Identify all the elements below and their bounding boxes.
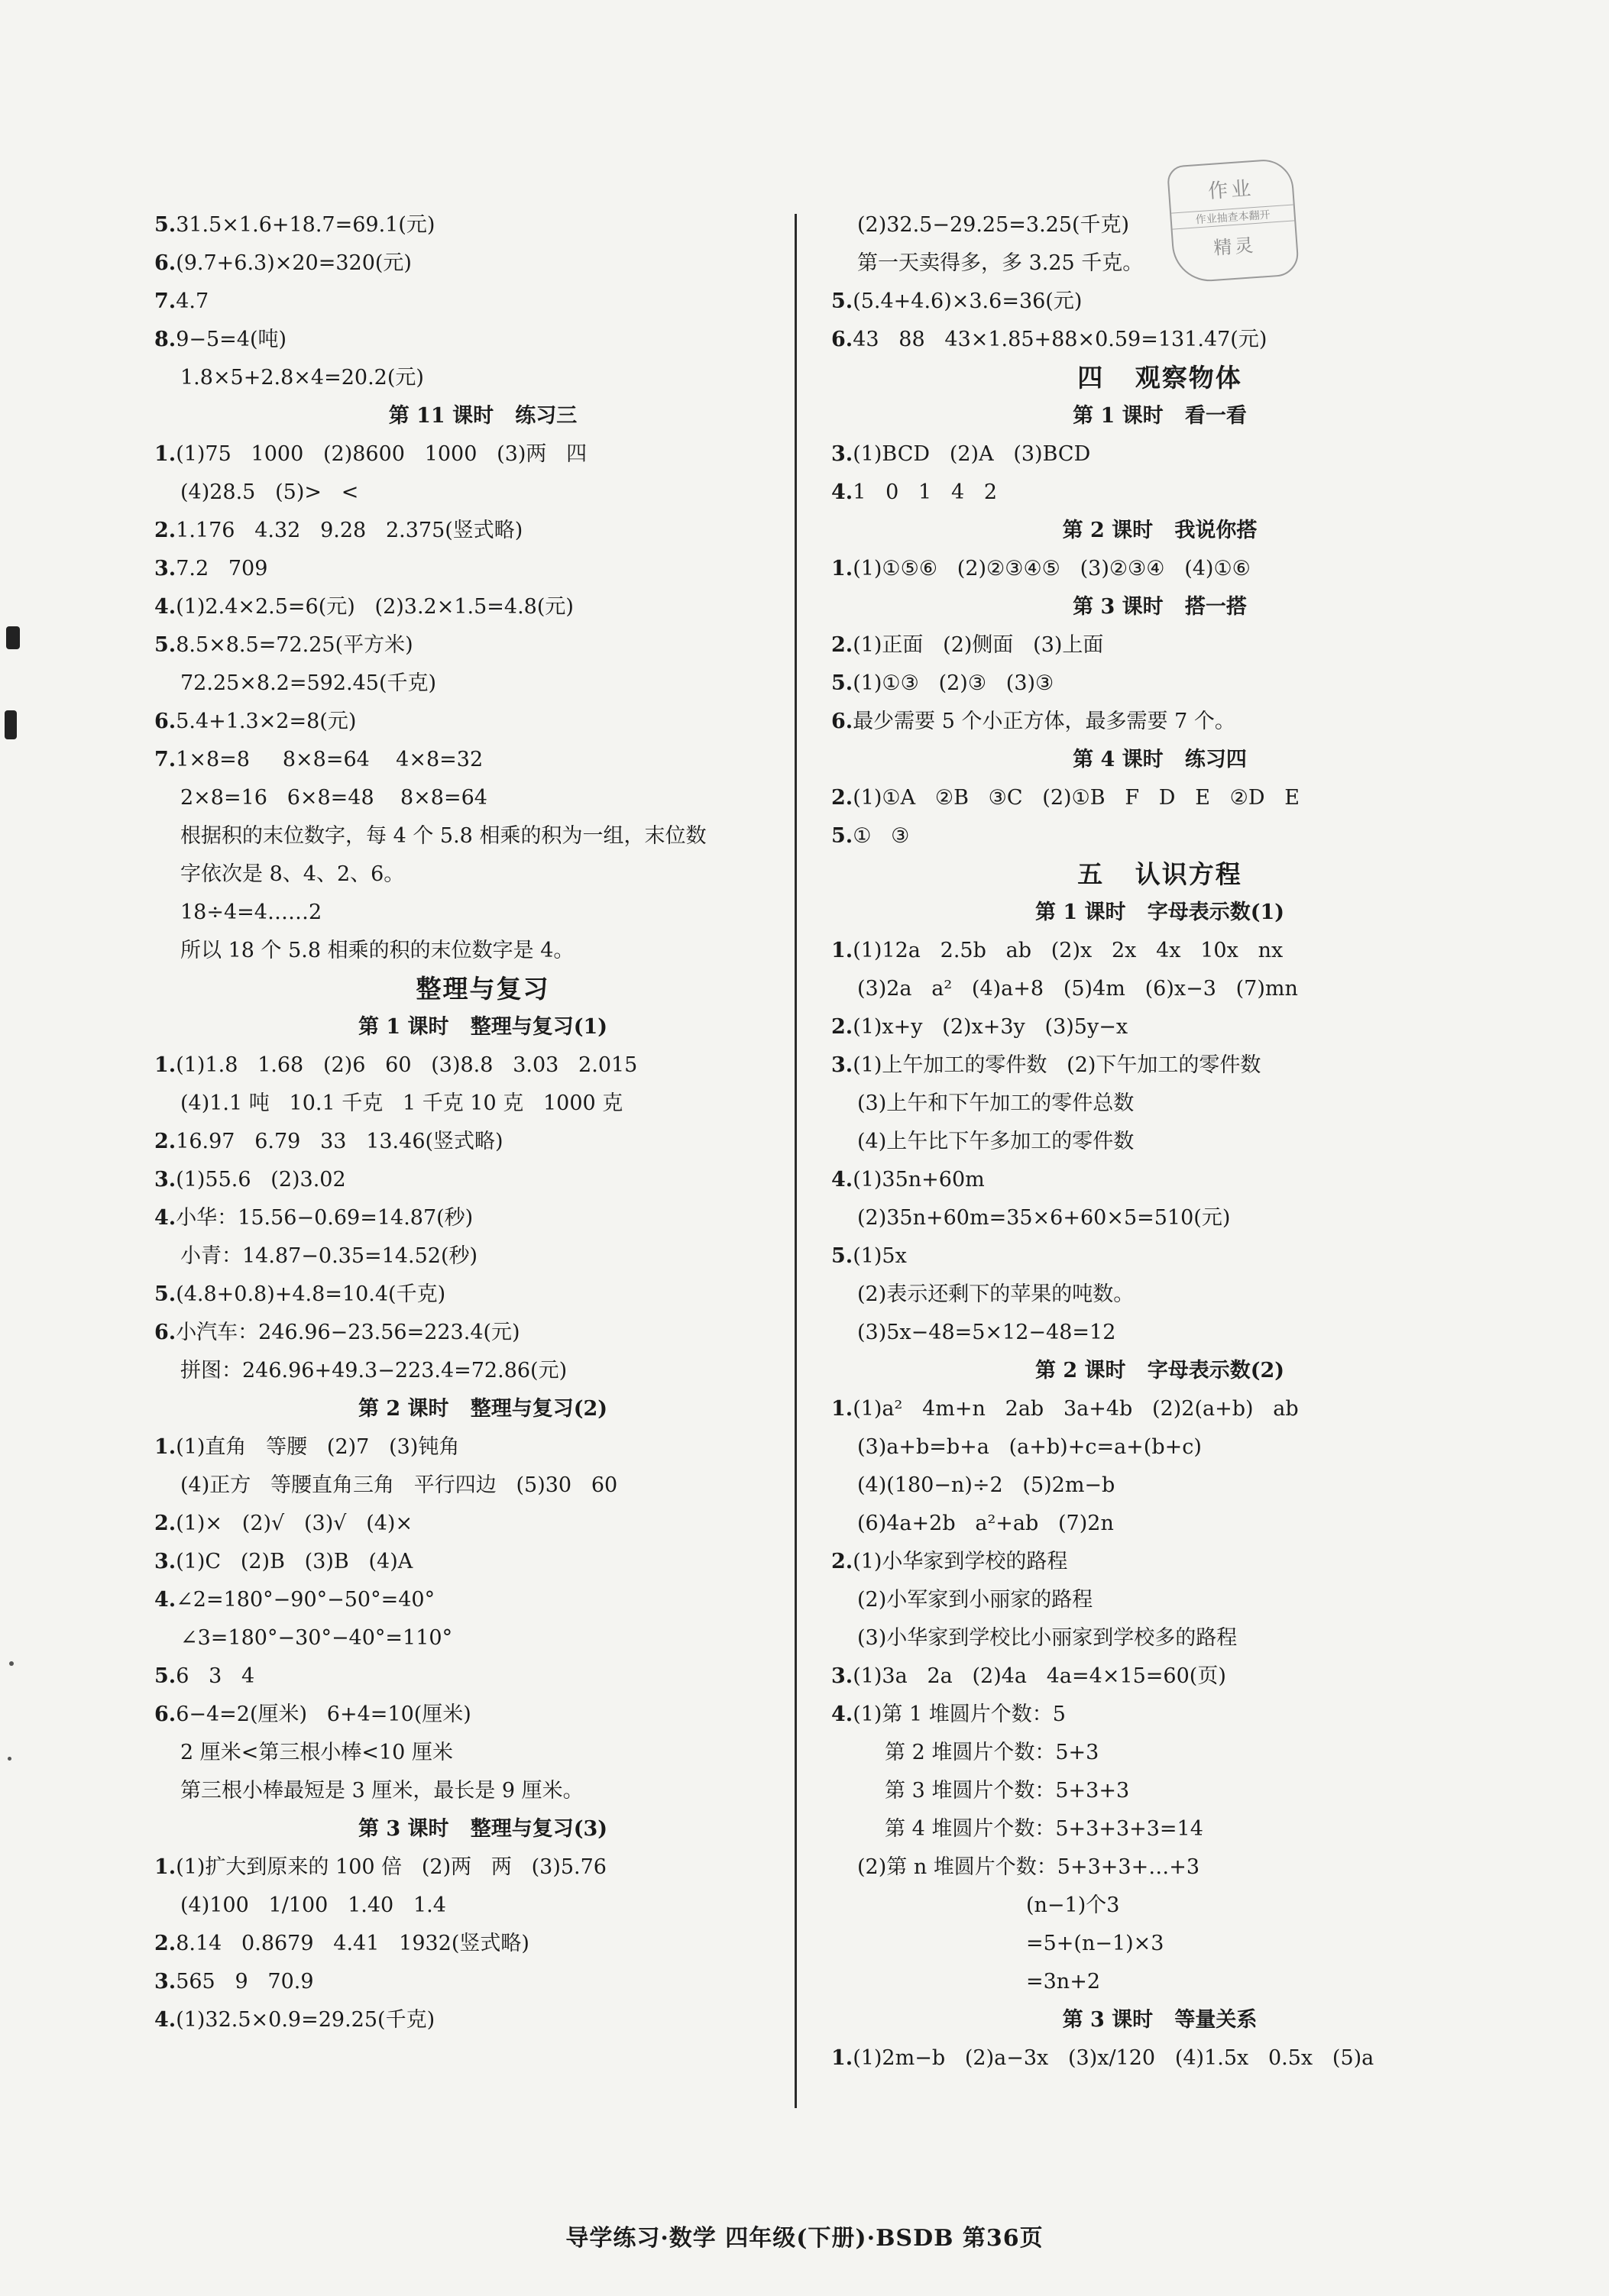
section-heading	[154, 1810, 811, 1848]
answer-text: (1)a² 4m+n 2ab 3a+4b (2)2(a+b) ab	[853, 1397, 1299, 1421]
question-number: 5.	[154, 1282, 176, 1306]
answer-line	[154, 550, 811, 588]
answer-text: 2×8=16 6×8=48 8×8=64	[180, 786, 487, 810]
answer-line	[154, 1848, 811, 1887]
question-number: 5.	[831, 671, 853, 695]
answer-text: (1)75 1000 (2)8600 1000 (3)两 四	[176, 442, 588, 466]
answer-text: 小汽车：246.96−23.56=223.4(元)	[176, 1321, 520, 1344]
answer-text: (1)BCD (2)A (3)BCD	[853, 442, 1091, 466]
answer-text: 8.5×8.5=72.25(平方米)	[176, 633, 413, 657]
stamp-line-2: 作业抽查本翻开	[1171, 204, 1294, 229]
answer-line	[831, 665, 1488, 703]
answer-text: (2)表示还剩下的苹果的吨数。	[857, 1282, 1135, 1306]
question-number: 4.	[154, 1588, 176, 1612]
answer-text: (1)5x	[853, 1244, 907, 1268]
answer-line	[154, 741, 811, 779]
question-number: 3.	[154, 1168, 176, 1192]
answer-text: (1)第 1 堆圆片个数：5	[853, 1703, 1066, 1726]
answer-text: =3n+2	[1026, 1970, 1100, 1994]
question-number: 4.	[831, 1703, 853, 1726]
answer-text: 8.14 0.8679 4.41 1932(竖式略)	[176, 1932, 529, 1955]
question-number: 7.	[154, 748, 176, 771]
question-number: 6.	[154, 251, 176, 275]
answer-line	[831, 626, 1488, 665]
answer-text: (1)2m−b (2)a−3x (3)x/120 (4)1.5x 0.5x (5)a	[853, 2046, 1374, 2070]
answer-line	[831, 1848, 1488, 1887]
answer-text: 6−4=2(厘米) 6+4=10(厘米)	[176, 1703, 471, 1726]
answer-text: (1)小华家到学校的路程	[853, 1550, 1068, 1573]
section-heading	[831, 741, 1488, 779]
answer-line	[154, 1237, 811, 1276]
answer-line	[831, 206, 1488, 244]
question-number: 3.	[831, 442, 853, 466]
answer-text: (2)35n+60m=35×6+60×5=510(元)	[857, 1206, 1231, 1230]
question-number: 2.	[154, 519, 176, 542]
question-number: 1.	[831, 2046, 853, 2070]
answer-text: (2)第 n 堆圆片个数：5+3+3+…+3	[857, 1855, 1200, 1879]
question-number: 6.	[154, 710, 176, 733]
answer-text: 43 88 43×1.85+88×0.59=131.47(元)	[853, 328, 1267, 351]
answer-text: 31.5×1.6+18.7=69.1(元)	[176, 213, 435, 237]
answer-text: 4.7	[176, 289, 209, 313]
answer-text: 5.4+1.3×2=8(元)	[176, 710, 357, 733]
answer-text: (1)55.6 (2)3.02	[176, 1168, 346, 1192]
question-number: 1.	[154, 1053, 176, 1077]
answer-line	[154, 1046, 811, 1085]
answer-line	[831, 1963, 1488, 2001]
answer-text: =5+(n−1)×3	[1026, 1932, 1164, 1955]
question-number: 1.	[154, 442, 176, 466]
answer-text: 565 9 70.9	[176, 1970, 314, 1994]
answer-text: (1)× (2)√ (3)√ (4)×	[176, 1512, 413, 1535]
answer-line	[154, 1772, 811, 1810]
homework-stamp	[1167, 157, 1300, 283]
section-heading	[831, 512, 1488, 550]
answer-text: (1)35n+60m	[853, 1168, 985, 1192]
answer-line	[831, 817, 1488, 855]
answer-text: 第 4 课时 练习四	[1073, 748, 1247, 771]
question-number: 3.	[831, 1664, 853, 1688]
answer-text: 第 2 堆圆片个数：5+3	[885, 1741, 1099, 1764]
question-number: 6.	[831, 328, 853, 351]
answer-line	[831, 474, 1488, 512]
answer-line	[831, 1046, 1488, 1085]
answer-text: 第一天卖得多，多 3.25 千克。	[857, 251, 1144, 275]
answer-line	[831, 779, 1488, 817]
answer-text: 16.97 6.79 33 13.46(竖式略)	[176, 1130, 503, 1153]
answer-line	[154, 932, 811, 970]
question-number: 5.	[154, 213, 176, 237]
answer-text: (1)直角 等腰 (2)7 (3)钝角	[176, 1435, 460, 1459]
answer-text: 拼图：246.96+49.3−223.4=72.86(元)	[180, 1359, 568, 1382]
answer-line	[831, 1810, 1488, 1848]
question-number: 2.	[831, 633, 853, 657]
answer-line	[831, 1161, 1488, 1199]
answer-line	[154, 817, 811, 855]
answer-line	[154, 779, 811, 817]
answer-line	[831, 244, 1488, 283]
answer-text: 最少需要 5 个小正方体，最多需要 7 个。	[853, 710, 1235, 733]
answer-text: 小华：15.56−0.69=14.87(秒)	[176, 1206, 474, 1230]
answer-line	[154, 626, 811, 665]
answer-text: 四 观察物体	[1077, 363, 1242, 393]
answer-line	[831, 321, 1488, 359]
answer-text: 第 2 课时 整理与复习(2)	[358, 1397, 608, 1421]
scan-mark	[6, 626, 20, 649]
answer-line	[831, 1085, 1488, 1123]
answer-text: (4)上午比下午多加工的零件数	[857, 1130, 1135, 1153]
answer-text: 整理与复习	[416, 974, 550, 1004]
answer-text: 第 2 课时 我说你搭	[1062, 519, 1258, 542]
answer-text: 72.25×8.2=592.45(千克)	[180, 671, 437, 695]
answer-text: 第 1 课时 看一看	[1073, 404, 1247, 428]
answer-line	[831, 1467, 1488, 1505]
question-number: 4.	[154, 1206, 176, 1230]
answer-line	[154, 1657, 811, 1696]
stamp-line-3: 精灵	[1212, 234, 1258, 259]
answer-text: (1)2.4×2.5=6(元) (2)3.2×1.5=4.8(元)	[176, 595, 574, 619]
answer-text: (1)①③ (2)③ (3)③	[853, 671, 1054, 695]
question-number: 1.	[831, 557, 853, 580]
answer-text: 7.2 709	[176, 557, 268, 580]
answer-line	[154, 1123, 811, 1161]
answer-text: (2)小军家到小丽家的路程	[857, 1588, 1093, 1612]
answer-text: 1×8=8 8×8=64 4×8=32	[176, 748, 484, 771]
answer-text: 6 3 4	[176, 1664, 255, 1688]
scan-mark	[5, 710, 17, 739]
answer-text: 五 认识方程	[1077, 859, 1242, 889]
answer-line	[154, 1199, 811, 1237]
section-heading	[831, 894, 1488, 932]
answer-line	[831, 1581, 1488, 1619]
answer-line	[154, 588, 811, 626]
question-number: 3.	[831, 1053, 853, 1077]
answer-line	[154, 894, 811, 932]
answer-line	[831, 932, 1488, 970]
scan-dot	[8, 1757, 11, 1761]
answer-text: 1.8×5+2.8×4=20.2(元)	[180, 366, 424, 390]
page-footer: 导学练习·数学 四年级(下册)·BSDB 第36页	[565, 2225, 1044, 2252]
answer-line	[831, 1543, 1488, 1581]
answer-line	[831, 1505, 1488, 1543]
answer-line	[831, 550, 1488, 588]
answer-text: ∠2=180°−90°−50°=40°	[176, 1588, 435, 1612]
question-number: 4.	[154, 595, 176, 619]
answer-text: 根据积的末位数字，每 4 个 5.8 相乘的积为一组，末位数	[180, 824, 707, 848]
section-heading	[154, 1390, 811, 1428]
answer-text: (3)小华家到学校比小丽家到学校多的路程	[857, 1626, 1238, 1650]
section-heading	[831, 397, 1488, 435]
answer-line	[154, 1734, 811, 1772]
answer-line	[831, 1390, 1488, 1428]
answer-text: (3)2a a² (4)a+8 (5)4m (6)x−3 (7)mn	[857, 977, 1298, 1001]
answer-text: 第 2 课时 字母表示数(2)	[1034, 1359, 1285, 1382]
answer-text: 第 1 课时 整理与复习(1)	[358, 1015, 608, 1039]
answer-text: 18÷4=4……2	[180, 901, 322, 924]
answer-text: (4)正方 等腰直角三角 平行四边 (5)30 60	[180, 1473, 618, 1497]
answer-text: (5.4+4.6)×3.6=36(元)	[853, 289, 1083, 313]
answer-line	[831, 1008, 1488, 1046]
section-heading	[154, 397, 811, 435]
answer-line	[154, 703, 811, 741]
question-number: 3.	[154, 1550, 176, 1573]
answer-line	[154, 321, 811, 359]
answer-text: 第三根小棒最短是 3 厘米，最长是 9 厘米。	[180, 1779, 584, 1803]
answer-text: (4)28.5 (5)> <	[180, 480, 359, 504]
answer-line	[154, 1314, 811, 1352]
question-number: 2.	[831, 786, 853, 810]
answer-line	[154, 1467, 811, 1505]
answer-text: 第 3 课时 搭一搭	[1073, 595, 1247, 619]
section-heading	[154, 970, 811, 1008]
question-number: 5.	[154, 1664, 176, 1688]
answer-line	[154, 2001, 811, 2039]
question-number: 1.	[154, 1855, 176, 1879]
answer-line	[831, 1237, 1488, 1276]
answer-line	[154, 1963, 811, 2001]
question-number: 2.	[831, 1550, 853, 1573]
question-number: 1.	[154, 1435, 176, 1459]
answer-line	[831, 435, 1488, 474]
answer-line	[831, 2039, 1488, 2078]
question-number: 4.	[831, 1168, 853, 1192]
answer-text: (6)4a+2b a²+ab (7)2n	[857, 1512, 1114, 1535]
answer-line	[831, 283, 1488, 321]
answer-text: (1)C (2)B (3)B (4)A	[176, 1550, 413, 1573]
answer-text: (1)扩大到原来的 100 倍 (2)两 两 (3)5.76	[176, 1855, 607, 1879]
answer-text: (1)正面 (2)侧面 (3)上面	[853, 633, 1104, 657]
answer-text: (1)1.8 1.68 (2)6 60 (3)8.8 3.03 2.015	[176, 1053, 638, 1077]
answer-line	[831, 1772, 1488, 1810]
answer-line	[154, 1505, 811, 1543]
answer-line	[831, 1696, 1488, 1734]
question-number: 6.	[154, 1321, 176, 1344]
answer-text: (9.7+6.3)×20=320(元)	[176, 251, 412, 275]
right-column	[831, 206, 1488, 2078]
answer-text: (1)①A ②B ③C (2)①B F D E ②D E	[853, 786, 1300, 810]
question-number: 4.	[831, 480, 853, 504]
answer-line	[154, 1887, 811, 1925]
question-number: 5.	[831, 824, 853, 848]
answer-line	[831, 1123, 1488, 1161]
answer-line	[154, 244, 811, 283]
question-number: 6.	[154, 1703, 176, 1726]
answer-line	[154, 474, 811, 512]
answer-line	[831, 703, 1488, 741]
question-number: 3.	[154, 1970, 176, 1994]
question-number: 4.	[154, 2008, 176, 2032]
answer-line	[831, 1657, 1488, 1696]
question-number: 2.	[154, 1932, 176, 1955]
answer-line	[154, 665, 811, 703]
question-number: 2.	[831, 1015, 853, 1039]
answer-text: (3)a+b=b+a (a+b)+c=a+(b+c)	[857, 1435, 1202, 1459]
answer-line	[154, 435, 811, 474]
answer-text: (3)5x−48=5×12−48=12	[857, 1321, 1116, 1344]
answer-text: (1)x+y (2)x+3y (3)5y−x	[853, 1015, 1128, 1039]
answer-text: 小青：14.87−0.35=14.52(秒)	[180, 1244, 478, 1268]
answer-text: 1.176 4.32 9.28 2.375(竖式略)	[176, 519, 523, 542]
answer-line	[831, 1887, 1488, 1925]
answer-line	[154, 1696, 811, 1734]
section-heading	[831, 359, 1488, 397]
question-number: 3.	[154, 557, 176, 580]
answer-line	[154, 359, 811, 397]
answer-text: (1)3a 2a (2)4a 4a=4×15=60(页)	[853, 1664, 1226, 1688]
answer-text: 第 11 课时 练习三	[388, 404, 578, 428]
answer-line	[154, 512, 811, 550]
answer-text: (1)①⑤⑥ (2)②③④⑤ (3)②③④ (4)①⑥	[853, 557, 1251, 580]
answer-text: (4)1.1 吨 10.1 千克 1 千克 10 克 1000 克	[180, 1091, 623, 1115]
question-number: 8.	[154, 328, 176, 351]
answer-line	[154, 1925, 811, 1963]
section-heading	[831, 1352, 1488, 1390]
answer-line	[154, 855, 811, 894]
answer-text: (1)12a 2.5b ab (2)x 2x 4x 10x nx	[853, 939, 1284, 962]
column-divider	[795, 214, 797, 2108]
left-column	[154, 206, 811, 2039]
section-heading	[831, 2001, 1488, 2039]
section-heading	[831, 588, 1488, 626]
answer-line	[154, 1276, 811, 1314]
answer-line	[831, 1428, 1488, 1467]
answer-line	[831, 1619, 1488, 1657]
answer-text: (4)100 1/100 1.40 1.4	[180, 1893, 446, 1917]
question-number: 2.	[154, 1512, 176, 1535]
answer-text: 所以 18 个 5.8 相乘的积的末位数字是 4。	[180, 939, 575, 962]
answer-line	[831, 1199, 1488, 1237]
answer-text: 第 1 课时 字母表示数(1)	[1034, 901, 1285, 924]
answer-line	[154, 1085, 811, 1123]
stamp-line-1: 作业	[1207, 177, 1255, 204]
scan-dot	[9, 1661, 14, 1666]
answer-line	[154, 1428, 811, 1467]
answer-line	[154, 1352, 811, 1390]
answer-text: 第 3 课时 整理与复习(3)	[358, 1817, 608, 1841]
answer-line	[831, 1276, 1488, 1314]
question-number: 1.	[831, 939, 853, 962]
answer-line	[831, 1734, 1488, 1772]
section-heading	[154, 1008, 811, 1046]
question-number: 1.	[831, 1397, 853, 1421]
answer-line	[154, 1543, 811, 1581]
answer-text: 字依次是 8、4、2、6。	[180, 862, 405, 886]
answer-text: 第 3 课时 等量关系	[1062, 2008, 1258, 2032]
answer-text: 9−5=4(吨)	[176, 328, 287, 351]
answer-line	[154, 1581, 811, 1619]
question-number: 5.	[154, 633, 176, 657]
question-number: 2.	[154, 1130, 176, 1153]
answer-line	[154, 283, 811, 321]
answer-line	[154, 1619, 811, 1657]
answer-text: 1 0 1 4 2	[853, 480, 998, 504]
answer-text: (4)(180−n)÷2 (5)2m−b	[857, 1473, 1115, 1497]
answer-text: (1)上午加工的零件数 (2)下午加工的零件数	[853, 1053, 1261, 1077]
answer-text: (3)上午和下午加工的零件总数	[857, 1091, 1135, 1115]
answer-text: ① ③	[853, 824, 910, 848]
answer-text: 2 厘米<第三根小棒<10 厘米	[180, 1741, 453, 1764]
answer-text: (1)32.5×0.9=29.25(千克)	[176, 2008, 435, 2032]
answer-text: (4.8+0.8)+4.8=10.4(千克)	[176, 1282, 446, 1306]
question-number: 5.	[831, 1244, 853, 1268]
question-number: 6.	[831, 710, 853, 733]
answer-text: (2)32.5−29.25=3.25(千克)	[857, 213, 1130, 237]
answer-text: 第 3 堆圆片个数：5+3+3	[885, 1779, 1130, 1803]
answer-line	[831, 1925, 1488, 1963]
answer-text: 第 4 堆圆片个数：5+3+3+3=14	[885, 1817, 1203, 1841]
answer-line	[154, 1161, 811, 1199]
question-number: 7.	[154, 289, 176, 313]
answer-line	[154, 206, 811, 244]
answer-line	[831, 970, 1488, 1008]
answer-text: (n−1)个3	[1026, 1893, 1120, 1917]
question-number: 5.	[831, 289, 853, 313]
answer-line	[831, 1314, 1488, 1352]
section-heading	[831, 855, 1488, 894]
answer-text: ∠3=180°−30°−40°=110°	[180, 1626, 453, 1650]
